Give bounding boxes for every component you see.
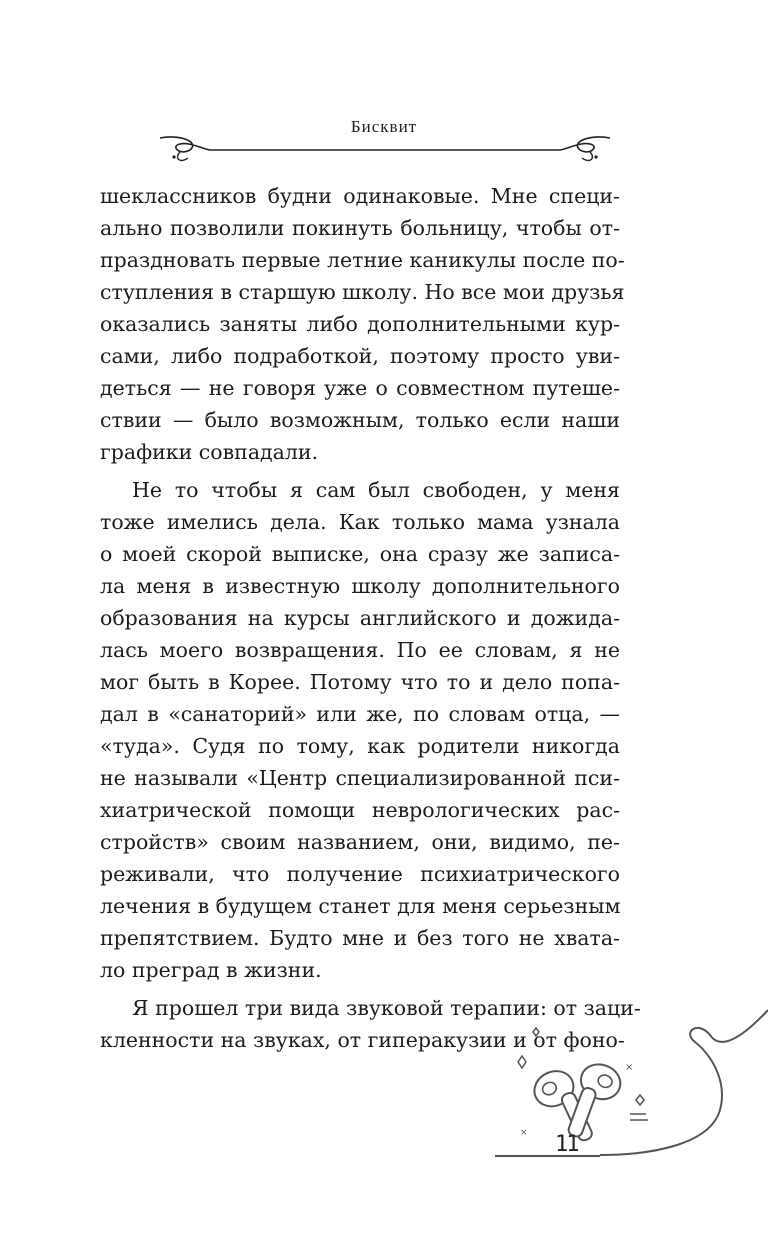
text-line: Не то чтобы я сам был свободен, у меня: [132, 478, 620, 502]
body-text: [100, 180, 641, 1056]
text-line: препятствием. Будто мне и без того не хвата-: [100, 926, 620, 950]
text-line: образования на курсы английского и дожида-: [100, 606, 620, 630]
text-line: шеклассников будни одинаковые. Мне специ-: [100, 184, 620, 208]
text-line: ствии — было возможным, только если наши: [100, 408, 620, 432]
page-number: 11: [555, 1132, 578, 1157]
earbuds-icon: [470, 980, 768, 1160]
paragraph-2: [100, 474, 620, 986]
text-line: сами, либо подработкой, поэтому просто уви-: [100, 344, 620, 368]
text-line: Я прошел три вида звуковой терапии: от заци-: [132, 996, 641, 1020]
text-line: «туда». Судя по тому, как родители никогда: [100, 734, 620, 758]
text-line: о моей скорой выписке, она сразу же записа-: [100, 542, 620, 566]
header-title: Бисквит: [350, 117, 418, 136]
text-line: лечения в будущем станет для меня серьезным: [100, 894, 621, 918]
text-line: оказались заняты либо дополнительными кур-: [100, 312, 620, 336]
text-line: ступления в старшую школу. Но все мои друзья: [100, 280, 625, 304]
text-line: ально позволили покинуть больницу, чтобы от-: [100, 216, 620, 240]
text-line: деться — не говоря уже о совместном путеше-: [100, 376, 620, 400]
text-line: праздновать первые летние каникулы после по-: [100, 248, 625, 272]
text-line: не называли «Центр специализированной пси-: [100, 766, 620, 790]
svg-text:×: ×: [625, 1062, 634, 1073]
text-line: ла меня в известную школу дополнительного: [100, 574, 620, 598]
text-line: кленности на звуках, от гиперакузии и от фоно-: [100, 1028, 625, 1052]
header-ornament: [150, 132, 620, 172]
text-line: лась моего возвращения. По ее словам, я не: [100, 638, 620, 662]
text-line: мог быть в Корее. Потому что то и дело попа-: [100, 670, 620, 694]
svg-text:×: ×: [520, 1128, 528, 1138]
text-line: реживали, что получение психиатрического: [100, 862, 620, 886]
text-line: ло преград в жизни.: [100, 958, 322, 982]
text-line: тоже имелись дела. Как только мама узнала: [100, 510, 620, 534]
text-line: графики совпадали.: [100, 440, 319, 464]
paragraph-1: [100, 180, 625, 468]
text-line: дал в «санаторий» или же, по словам отца, —: [100, 702, 620, 726]
text-line: хиатрической помощи неврологических рас-: [100, 798, 620, 822]
text-line: стройств» своим названием, они, видимо, пе-: [100, 830, 620, 854]
